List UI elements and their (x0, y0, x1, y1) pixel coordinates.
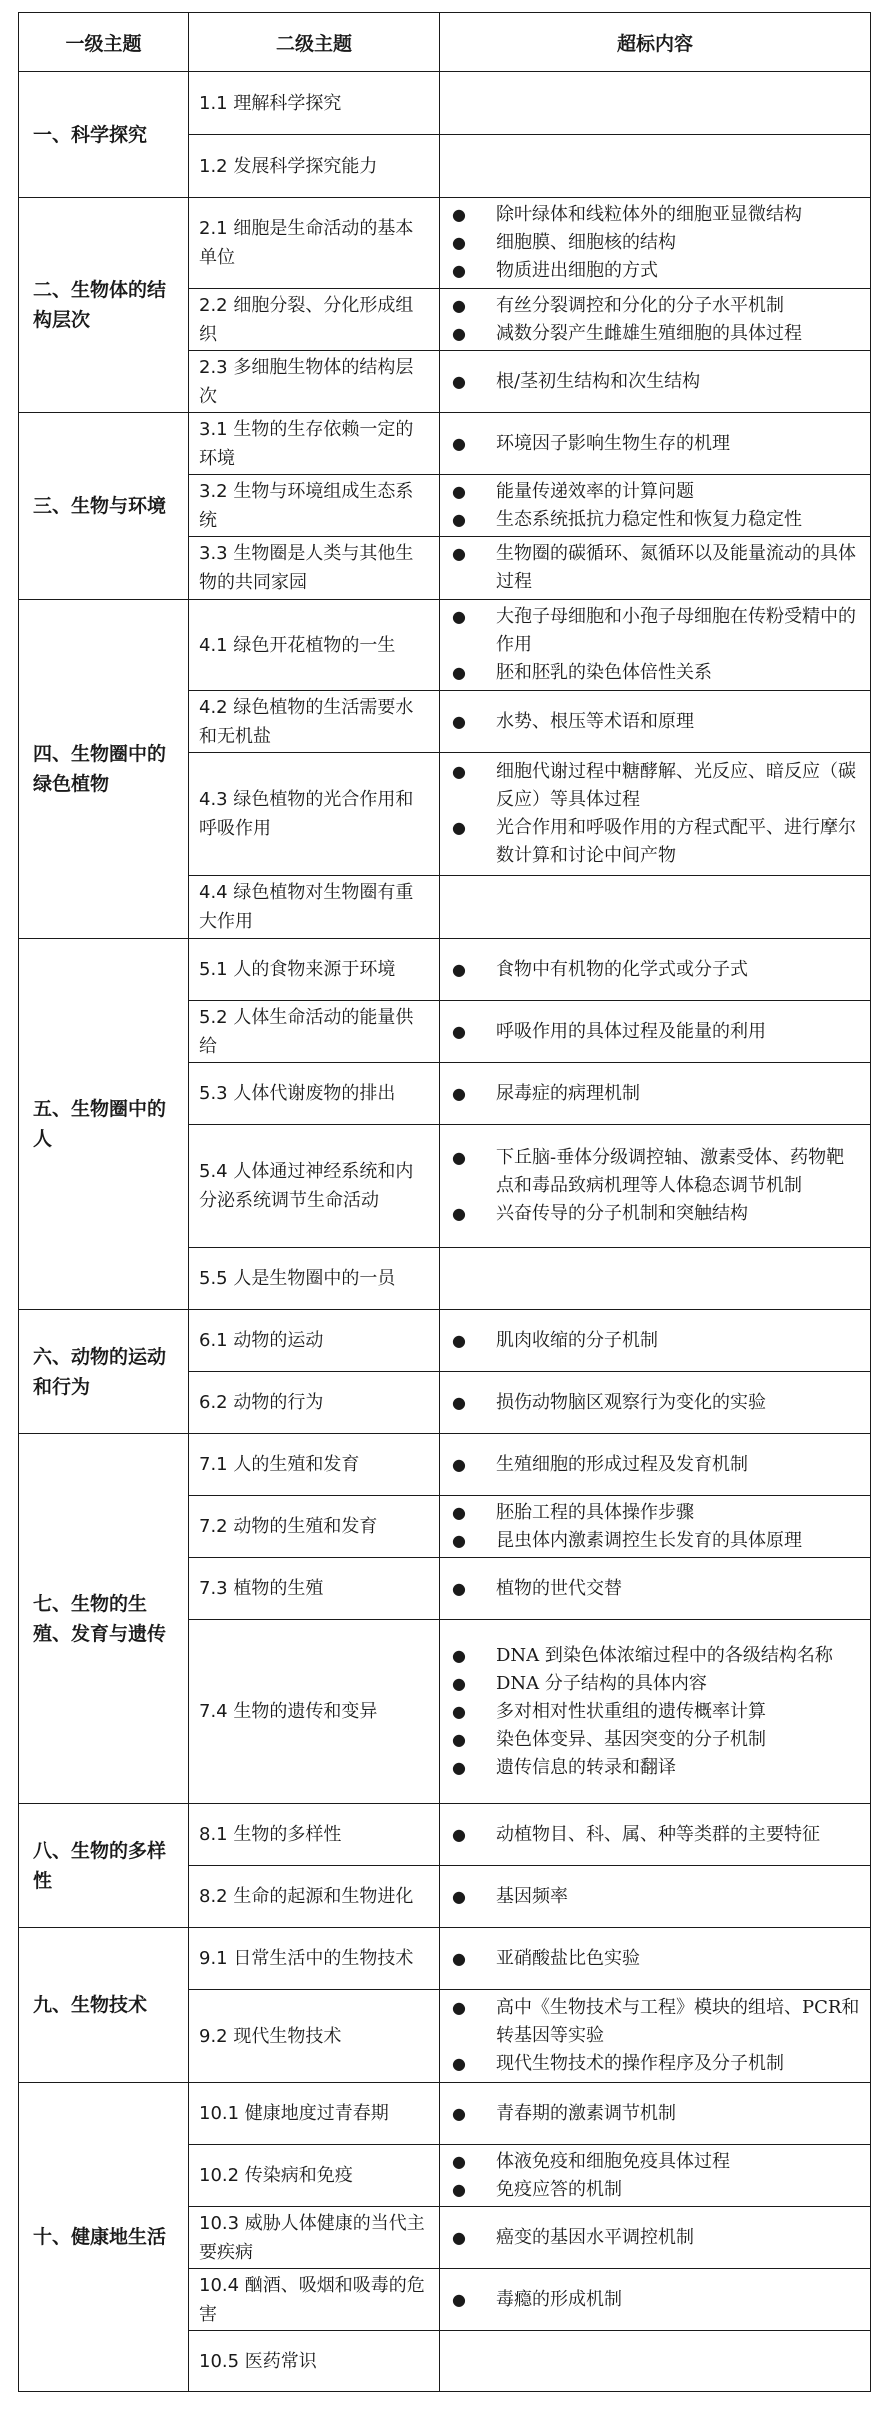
level2-topic: 2.3 多细胞生物体的结构层次 (189, 351, 440, 413)
bullet-icon: ● (452, 762, 466, 781)
list-item (448, 1754, 862, 1782)
list-item (448, 1945, 862, 1973)
level1-topic: 五、生物圈中的人 (19, 939, 189, 1310)
table-row (19, 1928, 871, 1990)
beyond-standard-content (440, 1434, 871, 1496)
bullet-icon: ● (452, 1454, 466, 1474)
list-item (448, 1144, 862, 1200)
level2-topic: 5.2 人体生命活动的能量供给 (189, 1001, 440, 1063)
bullet-icon: ● (452, 663, 466, 682)
list-item (448, 540, 862, 596)
list-item-text: 能量传递效率的计算问题 (496, 480, 694, 502)
list-item-text: 下丘脑-垂体分级调控轴、激素受体、药物靶点和毒品致病机理等人体稳态调节机制 (496, 1147, 845, 1196)
level2-topic: 4.2 绿色植物的生活需要水和无机盐 (189, 691, 440, 753)
level1-topic: 三、生物与环境 (19, 413, 189, 600)
list-item (448, 708, 862, 736)
table-row (19, 1804, 871, 1866)
level2-topic: 10.1 健康地度过青春期 (189, 2083, 440, 2145)
table-row (19, 939, 871, 1001)
beyond-standard-content (440, 1990, 871, 2083)
bullet-icon: ● (452, 2054, 466, 2073)
list-item (448, 1670, 862, 1698)
level2-topic: 10.5 医药常识 (189, 2331, 440, 2392)
list-item (448, 201, 862, 229)
level1-topic: 十、健康地生活 (19, 2083, 189, 2392)
beyond-standard-content (440, 2083, 871, 2145)
beyond-standard-content (440, 753, 871, 876)
bullet-icon: ● (452, 433, 466, 453)
list-item-text: 损伤动物脑区观察行为变化的实验 (496, 1391, 766, 1413)
list-item-text: 生殖细胞的形成过程及发育机制 (496, 1453, 748, 1475)
list-item-text: 毒瘾的形成机制 (496, 2288, 622, 2310)
bullet-icon: ● (452, 1392, 466, 1412)
list-item-text: 兴奋传导的分子机制和突触结构 (496, 1203, 748, 1224)
level2-topic: 5.3 人体代谢废物的排出 (189, 1063, 440, 1125)
list-item-text: 免疫应答的机制 (496, 2178, 622, 2200)
bullet-icon: ● (452, 1948, 466, 1968)
table-row (19, 600, 871, 691)
list-item (448, 1389, 862, 1417)
beyond-standard-content (440, 1928, 871, 1990)
beyond-standard-content (440, 198, 871, 289)
level2-topic: 1.1 理解科学探究 (189, 72, 440, 135)
list-item-text: 水势、根压等术语和原理 (496, 710, 694, 732)
level2-topic: 3.3 生物圈是人类与其他生物的共同家园 (189, 537, 440, 600)
level2-topic: 7.3 植物的生殖 (189, 1558, 440, 1620)
beyond-standard-content (440, 1125, 871, 1248)
list-item-text: 高中《生物技术与工程》模块的组培、PCR和转基因等实验 (496, 1997, 860, 2046)
bullet-icon: ● (452, 261, 466, 280)
bullet-icon: ● (452, 818, 466, 837)
list-item-text: 癌变的基因水平调控机制 (496, 2226, 694, 2248)
beyond-standard-content (440, 1558, 871, 1620)
list-item-text: 青春期的激素调节机制 (496, 2102, 676, 2124)
level2-topic: 3.1 生物的生存依赖一定的环境 (189, 413, 440, 475)
beyond-standard-content (440, 1804, 871, 1866)
list-item (448, 229, 862, 257)
bullet-icon: ● (452, 1021, 466, 1041)
list-item (448, 292, 862, 320)
list-item-text: 环境因子影响生物生存的机理 (496, 432, 730, 454)
bullet-icon: ● (452, 1204, 466, 1223)
list-item (448, 1527, 862, 1555)
list-item-text: 尿毒症的病理机制 (496, 1082, 640, 1104)
level2-topic: 8.2 生命的起源和生物进化 (189, 1866, 440, 1928)
list-item-text: 细胞膜、细胞核的结构 (496, 232, 676, 253)
level1-topic: 七、生物的生殖、发育与遗传 (19, 1434, 189, 1804)
level2-topic: 6.2 动物的行为 (189, 1372, 440, 1434)
list-item-text: 细胞代谢过程中糖酵解、光反应、暗反应（碳反应）等具体过程 (496, 761, 856, 810)
table-row (19, 72, 871, 135)
bullet-icon: ● (452, 959, 466, 979)
list-item-text: 遗传信息的转录和翻译 (496, 1756, 676, 1778)
bullet-icon: ● (452, 607, 466, 626)
level2-topic: 5.4 人体通过神经系统和内分泌系统调节生命活动 (189, 1125, 440, 1248)
bullet-icon: ● (452, 1824, 466, 1844)
bullet-icon: ● (452, 544, 466, 563)
beyond-standard-content (440, 2331, 871, 2392)
bullet-icon: ● (452, 1148, 466, 1167)
list-item-text: 体液免疫和细胞免疫具体过程 (496, 2150, 730, 2172)
bullet-icon: ● (452, 2151, 466, 2171)
level2-topic: 4.3 绿色植物的光合作用和呼吸作用 (189, 753, 440, 876)
level2-topic: 10.4 酗酒、吸烟和吸毒的危害 (189, 2269, 440, 2331)
bullet-icon: ● (452, 295, 466, 315)
level2-topic: 7.2 动物的生殖和发育 (189, 1496, 440, 1558)
list-item (448, 257, 862, 285)
bullet-icon: ● (452, 2103, 466, 2123)
level2-topic: 10.3 威胁人体健康的当代主要疾病 (189, 2207, 440, 2269)
list-item-text: 有丝分裂调控和分化的分子水平机制 (496, 294, 784, 316)
list-item (448, 1451, 862, 1479)
curriculum-table-container (18, 12, 870, 2392)
list-item (448, 1821, 862, 1849)
level2-topic: 7.1 人的生殖和发育 (189, 1434, 440, 1496)
beyond-standard-content (440, 600, 871, 691)
list-item (448, 1018, 862, 1046)
beyond-standard-content (440, 876, 871, 939)
beyond-standard-content (440, 2145, 871, 2207)
table-row (19, 1434, 871, 1496)
beyond-standard-content (440, 475, 871, 537)
level2-topic: 6.1 动物的运动 (189, 1310, 440, 1372)
level2-topic: 9.2 现代生物技术 (189, 1990, 440, 2083)
list-item (448, 1327, 862, 1355)
bullet-icon: ● (452, 371, 466, 391)
bullet-icon: ● (452, 2179, 466, 2199)
list-item-text: DNA 到染色体浓缩过程中的各级结构名称 (496, 1644, 833, 1666)
level2-topic: 9.1 日常生活中的生物技术 (189, 1928, 440, 1990)
level2-topic: 5.5 人是生物圈中的一员 (189, 1248, 440, 1310)
beyond-standard-content (440, 413, 871, 475)
list-item (448, 1994, 862, 2050)
beyond-standard-content (440, 1248, 871, 1310)
beyond-standard-content (440, 691, 871, 753)
list-item-text: 动植物目、科、属、种等类群的主要特征 (496, 1823, 820, 1845)
list-item-text: 多对相对性状重组的遗传概率计算 (496, 1700, 766, 1722)
table-row (19, 413, 871, 475)
level2-topic: 2.1 细胞是生命活动的基本单位 (189, 198, 440, 289)
beyond-standard-content (440, 72, 871, 135)
list-item (448, 1883, 862, 1911)
list-item (448, 659, 862, 687)
header-row (19, 13, 871, 72)
list-item (448, 2100, 862, 2128)
bullet-icon: ● (452, 711, 466, 731)
level2-topic: 2.2 细胞分裂、分化形成组织 (189, 289, 440, 351)
table-body (19, 72, 871, 2392)
list-item (448, 603, 862, 659)
beyond-standard-content (440, 1001, 871, 1063)
list-item-text: 减数分裂产生雌雄生殖细胞的具体过程 (496, 322, 802, 344)
list-item (448, 956, 862, 984)
list-item-text: 昆虫体内激素调控生长发育的具体原理 (496, 1529, 802, 1551)
list-item-text: 生物圈的碳循环、氮循环以及能量流动的具体过程 (496, 543, 856, 592)
header-content: 超标内容 (440, 13, 871, 72)
list-item (448, 478, 862, 506)
list-item-text: 食物中有机物的化学式或分子式 (496, 958, 748, 980)
list-item-text: 呼吸作用的具体过程及能量的利用 (496, 1020, 766, 1042)
beyond-standard-content (440, 2269, 871, 2331)
list-item (448, 1080, 862, 1108)
list-item (448, 1499, 862, 1527)
bullet-icon: ● (452, 1645, 466, 1665)
beyond-standard-content (440, 289, 871, 351)
list-item (448, 1575, 862, 1603)
bullet-icon: ● (452, 1530, 466, 1550)
list-item (448, 758, 862, 814)
list-item-text: DNA 分子结构的具体内容 (496, 1672, 707, 1694)
list-item-text: 大孢子母细胞和小孢子母细胞在传粉受精中的作用 (496, 606, 856, 655)
bullet-icon: ● (452, 1673, 466, 1693)
beyond-standard-content (440, 1310, 871, 1372)
list-item-text: 光合作用和呼吸作用的方程式配平、进行摩尔数计算和讨论中间产物 (496, 817, 856, 866)
table-row (19, 198, 871, 289)
level1-topic: 六、动物的运动和行为 (19, 1310, 189, 1434)
beyond-standard-content (440, 351, 871, 413)
list-item (448, 1642, 862, 1670)
bullet-icon: ● (452, 1330, 466, 1350)
level2-topic: 10.2 传染病和免疫 (189, 2145, 440, 2207)
list-item-text: 基因频率 (496, 1885, 568, 1907)
level2-topic: 3.2 生物与环境组成生态系统 (189, 475, 440, 537)
list-item-text: 根/茎初生结构和次生结构 (496, 370, 701, 392)
beyond-standard-content (440, 1496, 871, 1558)
list-item (448, 1726, 862, 1754)
beyond-standard-content (440, 1620, 871, 1804)
beyond-standard-content (440, 939, 871, 1001)
bullet-icon: ● (452, 205, 466, 224)
level2-topic: 4.4 绿色植物对生物圈有重大作用 (189, 876, 440, 939)
beyond-standard-content (440, 2207, 871, 2269)
list-item (448, 2148, 862, 2176)
list-item-text: 生态系统抵抗力稳定性和恢复力稳定性 (496, 508, 802, 530)
level2-topic: 8.1 生物的多样性 (189, 1804, 440, 1866)
list-item (448, 2224, 862, 2252)
bullet-icon: ● (452, 2289, 466, 2309)
header-level2: 二级主题 (189, 13, 440, 72)
level2-topic: 1.2 发展科学探究能力 (189, 135, 440, 198)
list-item (448, 814, 862, 870)
level1-topic: 四、生物圈中的绿色植物 (19, 600, 189, 939)
list-item-text: 胚和胚乳的染色体倍性关系 (496, 662, 712, 683)
level1-topic: 九、生物技术 (19, 1928, 189, 2083)
list-item (448, 368, 862, 396)
bullet-icon: ● (452, 1886, 466, 1906)
bullet-icon: ● (452, 2227, 466, 2247)
bullet-icon: ● (452, 481, 466, 501)
list-item-text: 染色体变异、基因突变的分子机制 (496, 1728, 766, 1750)
level2-topic: 4.1 绿色开花植物的一生 (189, 600, 440, 691)
list-item-text: 现代生物技术的操作程序及分子机制 (496, 2053, 784, 2074)
level2-topic: 5.1 人的食物来源于环境 (189, 939, 440, 1001)
level1-topic: 二、生物体的结构层次 (19, 198, 189, 413)
bullet-icon: ● (452, 1701, 466, 1721)
table-row (19, 2083, 871, 2145)
list-item-text: 胚胎工程的具体操作步骤 (496, 1501, 694, 1523)
beyond-standard-content (440, 1063, 871, 1125)
list-item-text: 亚硝酸盐比色实验 (496, 1947, 640, 1969)
list-item (448, 430, 862, 458)
bullet-icon: ● (452, 233, 466, 252)
bullet-icon: ● (452, 1729, 466, 1749)
level1-topic: 八、生物的多样性 (19, 1804, 189, 1928)
list-item-text: 肌肉收缩的分子机制 (496, 1329, 658, 1351)
list-item (448, 506, 862, 534)
bullet-icon: ● (452, 323, 466, 343)
beyond-standard-content (440, 1372, 871, 1434)
list-item (448, 2286, 862, 2314)
header-level1: 一级主题 (19, 13, 189, 72)
list-item-text: 物质进出细胞的方式 (496, 260, 658, 281)
bullet-icon: ● (452, 509, 466, 529)
curriculum-table (18, 12, 871, 2392)
bullet-icon: ● (452, 1998, 466, 2017)
list-item (448, 1698, 862, 1726)
beyond-standard-content (440, 1866, 871, 1928)
bullet-icon: ● (452, 1578, 466, 1598)
list-item (448, 1200, 862, 1228)
beyond-standard-content (440, 537, 871, 600)
list-item-text: 植物的世代交替 (496, 1577, 622, 1599)
list-item (448, 2050, 862, 2078)
level1-topic: 一、科学探究 (19, 72, 189, 198)
bullet-icon: ● (452, 1757, 466, 1777)
level2-topic: 7.4 生物的遗传和变异 (189, 1620, 440, 1804)
table-row (19, 1310, 871, 1372)
list-item-text: 除叶绿体和线粒体外的细胞亚显微结构 (496, 204, 802, 225)
bullet-icon: ● (452, 1502, 466, 1522)
list-item (448, 320, 862, 348)
beyond-standard-content (440, 135, 871, 198)
list-item (448, 2176, 862, 2204)
bullet-icon: ● (452, 1083, 466, 1103)
